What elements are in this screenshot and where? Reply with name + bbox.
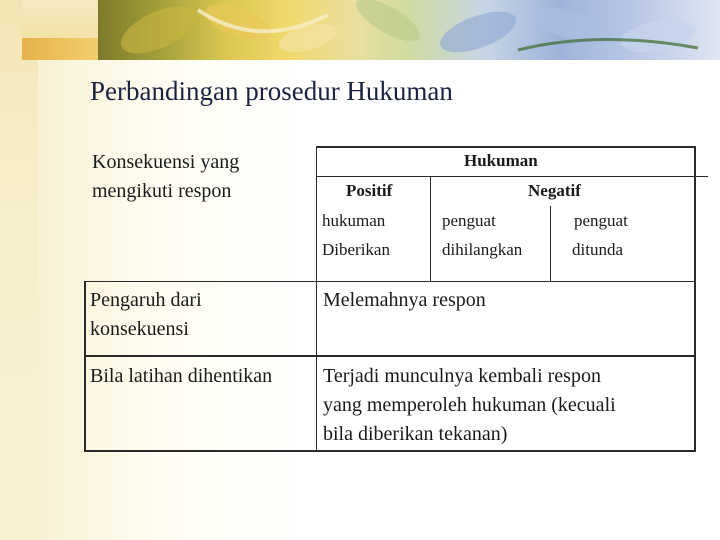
header-positif: Positif — [346, 181, 393, 200]
comparison-table — [84, 146, 696, 452]
negatif1-line2: dihilangkan — [442, 240, 523, 259]
decorative-leaf-banner — [98, 0, 720, 60]
table-border-bottom — [84, 450, 696, 452]
row3-value-line1: Terjadi munculnya kembali respon — [323, 365, 601, 387]
row1-label-line2: mengikuti respon — [92, 180, 232, 202]
negatif2-line2: ditunda — [572, 240, 623, 259]
leaf-pattern-image — [98, 0, 720, 60]
table-col-divider-positif — [430, 176, 431, 281]
table-col-divider-negatif — [550, 206, 551, 281]
page-title: Perbandingan prosedur Hukuman — [90, 76, 453, 106]
table-header-divider — [316, 176, 708, 177]
row3-label: Bila latihan dihentikan — [90, 365, 273, 387]
table-border-top — [316, 146, 696, 148]
row1-label-line1: Konsekuensi yang — [92, 151, 240, 173]
negatif2-line1: penguat — [574, 211, 628, 230]
negatif1-line1: penguat — [442, 211, 496, 230]
table-border-right — [694, 146, 696, 452]
decorative-corner-top — [22, 0, 98, 38]
row3-value-line3: bila diberikan tekanan) — [323, 423, 508, 445]
table-row1-bottom — [84, 281, 696, 282]
row2-value: Melemahnya respon — [323, 289, 486, 311]
positif-line1: hukuman — [322, 211, 386, 230]
row2-label-line1: Pengaruh dari — [90, 289, 202, 311]
decorative-corner-block — [22, 38, 98, 60]
row3-value-line2: yang memperoleh hukuman (kecuali — [323, 394, 616, 416]
table-row2-bottom — [84, 355, 696, 357]
header-negatif: Negatif — [528, 181, 581, 200]
positif-line2: Diberikan — [322, 240, 390, 259]
table-border-left — [84, 281, 86, 452]
header-hukuman: Hukuman — [464, 151, 538, 170]
slide-left-border — [0, 0, 38, 540]
table-col-divider-main — [316, 146, 317, 452]
row2-label-line2: konsekuensi — [90, 318, 189, 340]
